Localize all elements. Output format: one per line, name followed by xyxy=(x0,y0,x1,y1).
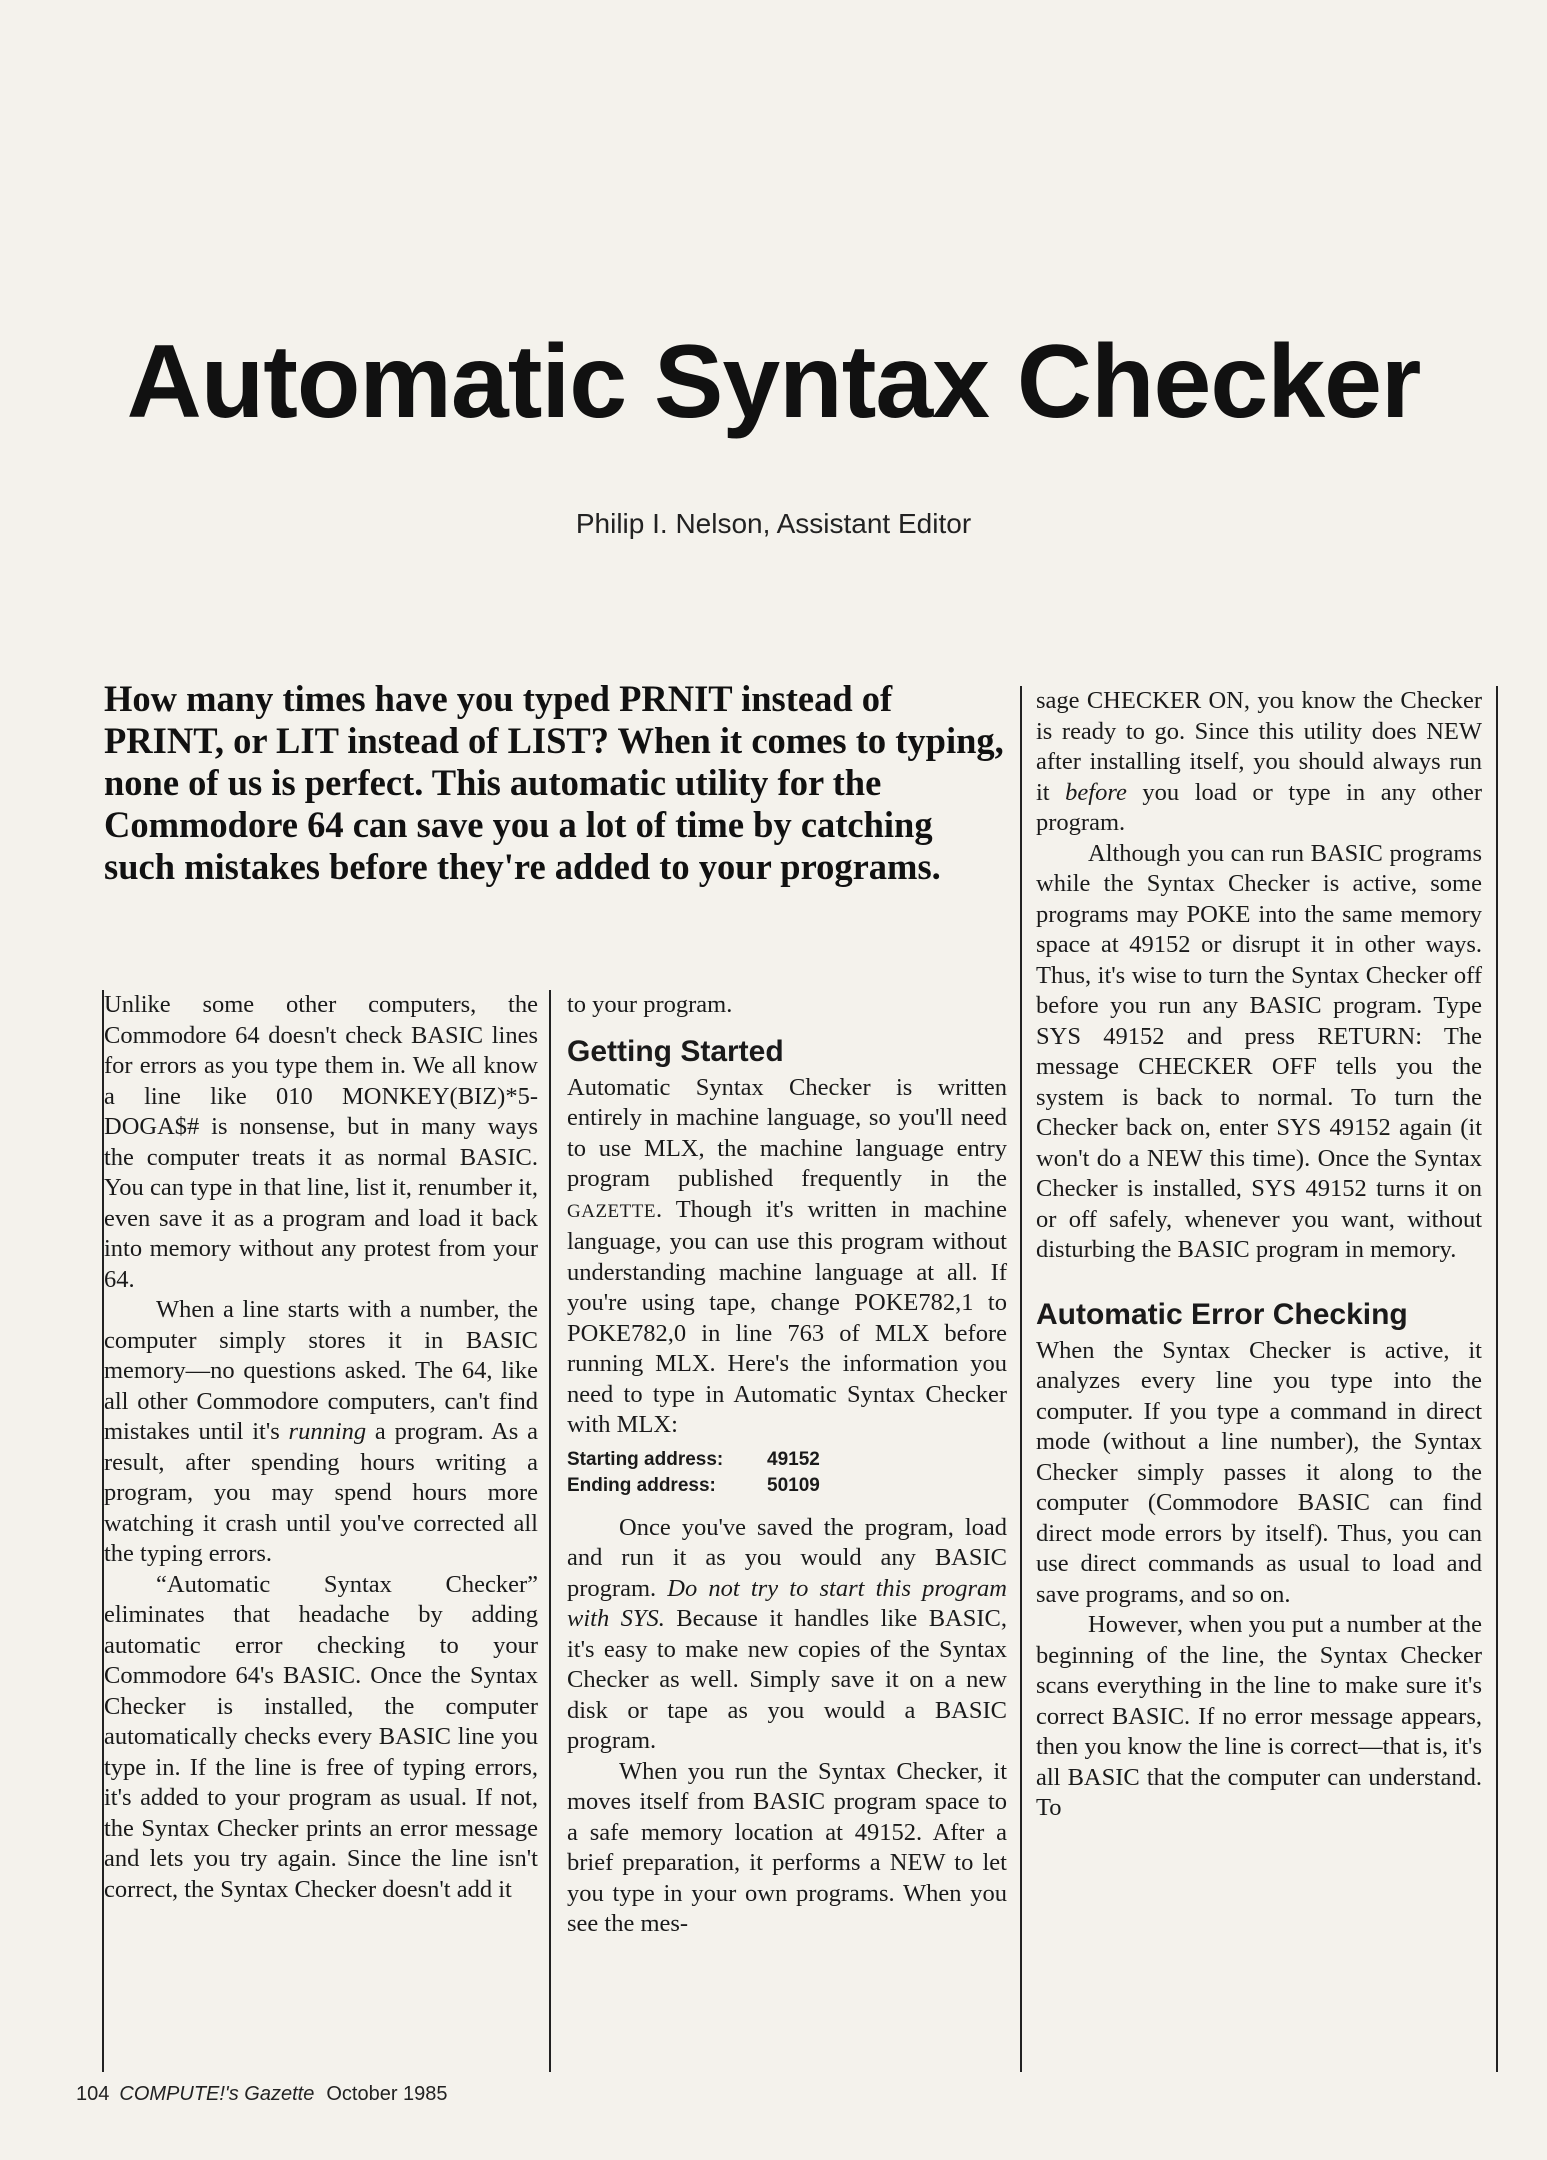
page-footer xyxy=(76,2083,448,2106)
article-deck: How many times have you typed PRNIT instead of PRINT, or LIT instead of LIST? When it comes to typing, none of us is perfect. This automatic utility for the Commodore 64 can save you a lot of time by catching such mistakes before they're added to your programs. xyxy=(104,678,1004,887)
page-number: 104 xyxy=(76,2083,110,2105)
column-2 xyxy=(549,990,1007,2072)
paragraph: to your program. xyxy=(567,991,733,1018)
paragraph: When the Syntax Checker is active, it analyzes every line you type into the computer. If you type a command in direct mode (without a line number), the Syntax Checker simply passes it along to the computer (Commodore BASIC can find direct mode errors by itself). Thus, you can use direct commands as usual to load and save programs, and so on. xyxy=(1036,1336,1482,1608)
paragraph: However, when you put a number at the beginning of the line, the Syntax Checker scans everything in the line to make sure it's correct BASIC. If no error message appears, then you know the line is correct—that is, it's all BASIC that the computer can understand. To xyxy=(1036,1611,1482,1821)
paragraph: Once you've saved the program, load and run it as you would any BASIC program. Do not try to start this program with SYS. Because it handles like BASIC, it's easy to make new copies of the Syntax Checker as well. Simply save it on a new disk or tape as you would a BASIC program. xyxy=(567,1513,1007,1754)
publication-name: COMPUTE!'s Gazette xyxy=(119,2083,315,2105)
column-3 xyxy=(1020,686,1498,2072)
article-title: Automatic Syntax Checker xyxy=(126,324,1421,440)
paragraph: When a line starts with a number, the computer simply stores it in BASIC memory—no questions asked. The 64, like all other Commodore computers, can't find mistakes until it's running a program. As a result, after spending hours writing a program, you may spend hours more watching it crash until you've corrected all the typing errors. xyxy=(104,1296,538,1567)
byline: Philip I. Nelson, Assistant Editor xyxy=(575,508,972,539)
paragraph: sage CHECKER ON, you know the Checker is ready to go. Since this utility does NEW after installing itself, you should always run it before you load or type in any other program. xyxy=(1036,687,1482,836)
paragraph: “Automatic Syntax Checker” eliminates that headache by adding automatic error checking to your Commodore 64's BASIC. Once the Syntax Checker is installed, the computer automatically checks every BASIC line you type in. If the line is free of typing errors, it's added to your program as usual. If not, the Syntax Checker prints an error message and lets you try again. Since the line isn't correct, the Syntax Checker doesn't add it xyxy=(104,1570,538,1903)
issue-date: October 1985 xyxy=(326,2083,448,2105)
paragraph: Automatic Syntax Checker is written entirely in machine language, so you'll need to use MLX, the machine language entry program published frequently in the GAZETTE. Though it's written in machine language, you can use this program without understanding machine language at all. If you're using tape, change POKE782,1 to POKE782,0 in line 763 of MLX before running MLX. Here's the information you need to type in Automatic Syntax Checker with MLX: xyxy=(567,1073,1007,1438)
address-table xyxy=(567,1447,1007,1499)
column-1 xyxy=(102,990,538,2072)
paragraph: Although you can run BASIC programs while the Syntax Checker is active, some programs may POKE into the same memory space at 49152 or disrupt it in other ways. Thus, it's wise to turn the Syntax Checker off before you run any BASIC program. Type SYS 49152 and press RETURN: The message CHECKER OFF tells you the system is back to normal. To turn the Checker back on, enter SYS 49152 again (it won't do a NEW this time). Once the Syntax Checker is installed, SYS 49152 turns it on or off safely, whenever you want, without disturbing the BASIC program in memory. xyxy=(1036,839,1482,1263)
starting-address-row: Starting address: 49152 xyxy=(567,1448,820,1470)
ending-address-row: Ending address: 50109 xyxy=(567,1474,820,1496)
paragraph: Unlike some other computers, the Commodore 64 doesn't check BASIC lines for errors as you type them in. We all know a line like 010 MONKEY(BIZ)*5-DOGA$# is nonsense, but in many ways the computer treats it as normal BASIC. You can type in that line, list it, renumber it, even save it as a program and load it back into memory without any protest from your 64. xyxy=(104,991,538,1293)
section-heading-automatic-error-checking: Automatic Error Checking xyxy=(1036,1297,1408,1331)
section-heading-getting-started: Getting Started xyxy=(567,1034,784,1068)
paragraph: When you run the Syntax Checker, it moves itself from BASIC program space to a safe memory location at 49152. After a brief preparation, it performs a NEW to let you type in your own programs. When you see the mes- xyxy=(567,1757,1007,1937)
